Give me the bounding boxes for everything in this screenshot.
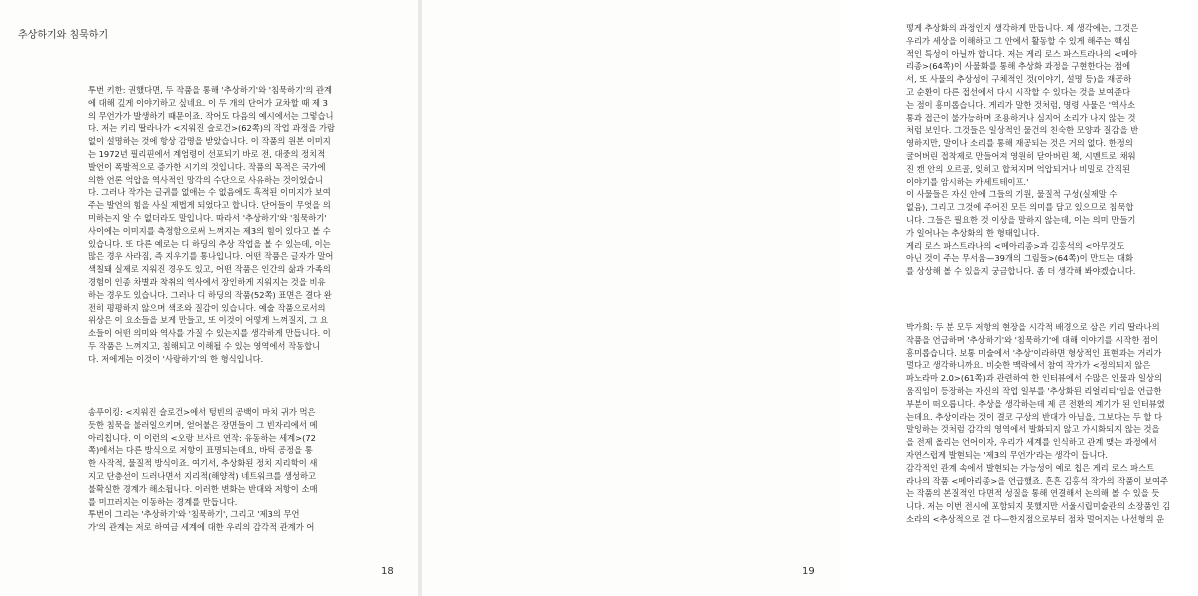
text-line: 소라의 <추상적으로 걷 다—한지점으로부터 점차 멀어지는 나선형의 운 xyxy=(906,513,1165,524)
text-line: 를 미끄러지는 이동하는 경계를 만듭니다. xyxy=(88,496,238,507)
text-line: 한 사작적, 물질적 방식이죠. 여기서, 추상화된 정치 지리학이 새 xyxy=(88,458,318,469)
text-line: 발언이 폭발적으로 증가한 시기의 것입니다. 작품의 목적은 국가에 xyxy=(88,161,326,172)
text-line: 없음), 그리고 그것에 주어진 모든 의미를 담고 있으므로 침묵합 xyxy=(906,202,1134,213)
text-line: 가'의 관계는 저로 하여금 세계에 대한 우리의 감각적 관계가 어 xyxy=(88,522,315,533)
text-line: 멀다고 생각하니까요. 비슷한 맥락에서 참여 작가가 <정의되지 않은 xyxy=(906,360,1151,371)
text-line: 라나의 작품 <메아리종>을 언급했죠. 흔흔 김홍석 작가의 작품이 보여주 xyxy=(906,475,1169,486)
text-line: 통과 접근이 불가능하며 조용하거나 심지어 소리가 나지 않는 것 xyxy=(906,112,1136,123)
text-line: 리종>(64쪽)이 사물화를 통해 추상화 과정을 구현한다는 점에 xyxy=(906,61,1131,72)
left-paragraph-2 xyxy=(88,406,388,534)
text-line: 굴어버린 접착제로 만들어져 영원히 닫아버린 책, 시멘트로 채워 xyxy=(906,150,1136,161)
text-line: 는 점이 흥미롭습니다. 게리가 말한 것처럼, 명령 사물은 '역사소 xyxy=(906,99,1136,110)
text-line: 파노라마 2.0>(61쪽)과 관련하여 한 인터뷰에서 수많은 인물과 일상의 xyxy=(906,373,1163,384)
text-line: 자연스럽게 발현되는 '제3의 무언가'라는 생각이 듭니다. xyxy=(906,449,1108,460)
text-line: 두 작품은 느껴지고, 침해되고 이해될 수 있는 영역에서 작동합니 xyxy=(88,340,321,351)
text-line: 는 1972년 필리핀에서 계엄령이 선포되기 바로 전, 대중의 정치적 xyxy=(88,148,326,159)
text-line: 진 캔 안의 오르골, 잊히고 합쳐지며 억압되거나 비밀로 간직된 xyxy=(906,163,1131,174)
text-line: 많은 경우 사라짐, 즉 지우기를 통나입니다. 어떤 작품은 글자가 말어 xyxy=(88,251,334,262)
text-line: 처럼 보인다. 그것들은 일상적인 물건의 친숙한 모양과 질감을 반 xyxy=(906,125,1139,136)
page-number-right: 19 xyxy=(802,566,815,577)
left-paragraph-1 xyxy=(88,84,388,366)
text-line: 주는 발언의 힘을 사실 제법게 되었다고 합니다. 단어들이 무엇을 의 xyxy=(88,200,331,211)
text-line: 불확실한 경계가 해소됩니다. 이러한 변화는 반대와 저항이 소매 xyxy=(88,483,318,494)
text-line: 송푸이킹: <지워진 슬로건>에서 텅빈의 공백이 마치 귀가 먹은 xyxy=(88,407,316,417)
text-line: 색칠돼 실제로 지워진 경우도 있고, 어떤 작품은 인간의 삶과 가족의 xyxy=(88,264,331,275)
text-line: 에 대해 깊게 이야기하고 싶네요. 이 두 개의 단어가 교차할 때 제 3 xyxy=(88,97,328,108)
page-number-left: 18 xyxy=(381,566,394,577)
text-line: 니다. 저는 이번 전시에 포함되지 못했지만 서울시립미술관의 소장품인 김 xyxy=(906,501,1171,512)
text-line: 지고 단층선이 드러나면서 지리적(해양적) 네트워크를 생성하고 xyxy=(88,470,317,481)
text-line: 이 사물들은 자신 안에 그들의 기원, 물질적 구성(실제말 수 xyxy=(906,189,1118,200)
text-line: 을 전제 올리는 언어이자, 우리가 세계를 인식하고 관계 맺는 과정에서 xyxy=(906,437,1157,448)
text-line: 니다. 그들은 필요한 것 이상을 말하지 않는데, 이는 의미 만들기 xyxy=(906,214,1136,225)
text-line: 아닌 것이 주는 무서움—39개의 그림들>(64쪽)이 만드는 대화 xyxy=(906,253,1133,264)
text-line: 적인 특성이 아닐까 합니다. 저는 게리 로스 파스트라나의 <메아 xyxy=(906,48,1138,59)
text-line: 소들이 어떤 의미와 역사를 가질 수 있는지를 생각하게 만듭니다. 이 xyxy=(88,328,331,339)
text-line: 의한 언론 억압을 역사적인 망각의 수단으로 사유하는 것이었습니 xyxy=(88,174,323,185)
text-line: 미하는지 알 수 없더라도 말입니다. 따라서 '추상하기'와 '침묵하기' xyxy=(88,212,327,223)
text-line: 하는 경우도 있습니다. 그러나 디 하딩의 작품(52쪽) 표면은 결다 완 xyxy=(88,289,332,300)
text-line: 움직임이 등장하는 자신의 작업 일부를 '추상화된 리얼리티'임을 언급한 xyxy=(906,385,1162,396)
text-line: 이야기를 암시하는 카세트테이프.' xyxy=(906,176,1029,187)
right-paragraph-2 xyxy=(906,321,1198,526)
text-line: 고 순환이 다른 접선에서 다시 시작할 수 있다는 것을 보여준다 xyxy=(906,86,1131,97)
text-line: 투번이 그리는 '추상하기'와 '침묵하기', 그리고 '제3의 무언 xyxy=(88,509,300,520)
text-line: 듯한 침묵을 불러일으키며, 얻어붙은 장면들이 그 빈자리에서 메 xyxy=(88,419,318,430)
text-line: 가 일어나는 추상화의 한 형태입니다. xyxy=(906,227,1040,238)
text-line: 아리칩니다. 이 이런의 <오랑 브사르 연작: 유동하는 세계>(72 xyxy=(88,432,316,443)
text-line: 의 무언가가 발생하기 때문이죠. 작어도 다음의 예시에서는 그렇습니 xyxy=(88,110,334,121)
text-line: 영하지만, 말이나 소리를 통해 재공되는 것은 거의 없다. 한정의 xyxy=(906,138,1133,149)
text-line: 쪽)에서는 다른 방식으로 저항이 표명되는데요, 바틱 공정을 통 xyxy=(88,445,313,456)
text-line: 다. 저에게는 이것이 '사랑하기'의 한 형식입니다. xyxy=(88,353,264,364)
right-page xyxy=(422,0,1171,596)
text-line: 를 상상해 볼 수 있을지 궁금합니다. 좀 더 생각해 봐야겠습니다. xyxy=(906,266,1136,277)
text-line: 투번 키한: 권했다면, 두 작품을 통해 '추상하기'와 '침묵하기'의 관계 xyxy=(88,85,333,95)
text-line: 없이 설명하는 것에 항상 감명을 받았습니다. 이 작품의 원본 이미지 xyxy=(88,136,331,147)
text-line: 말잉하는 것처럼 감각의 영역에서 발화되지 않고 가시화되지 않는 것을 xyxy=(906,424,1160,435)
text-line: 떻게 추상화의 과정인지 생각하게 만듭니다. 제 생각에는, 그것은 xyxy=(906,23,1139,33)
text-line: 다. 저는 키리 딸라나가 <지워진 슬로건>(62쪽)의 작업 과정을 가람 xyxy=(88,123,336,134)
text-line: 우리가 세상을 이해하고 그 안에서 활동할 수 있게 해주는 핵심 xyxy=(906,35,1131,46)
text-line: 있습니다. 또 다른 예로는 디 하딩의 추상 작업을 볼 수 있는데, 이는 xyxy=(88,238,331,249)
right-paragraph-1 xyxy=(906,22,1198,278)
text-line: 전히 평평하지 않으며 색조와 질감이 있습니다. 예술 작품으로서의 xyxy=(88,302,326,313)
text-line: 흥미롭습니다. 보통 미술에서 '추상'이라하면 형상적인 표현과는 거리가 xyxy=(906,347,1162,358)
text-line: 위상은 이 요소들을 보게 만들고, 또 이것이 어떻게 느껴질지, 그 요 xyxy=(88,315,329,326)
text-line: 작품을 언급하며 '추상하기'와 '침묵하기'에 대해 이야기를 시작한 점이 xyxy=(906,334,1159,345)
left-page xyxy=(0,0,418,596)
text-line: 사이에는 이미지를 측정함으로써 느껴지는 제3의 힘이 있다고 볼 수 xyxy=(88,225,331,236)
text-line: 감각적인 관계 속에서 발현되는 가능성이 예로 칩은 게리 로스 파스트 xyxy=(906,462,1155,473)
text-line: 서, 또 사물의 추상성이 구체적인 것(이야기, 설명 등)을 재공하 xyxy=(906,74,1132,85)
text-line: 는 작품의 본질적인 다면적 성질을 통해 연결해서 논의해 볼 수 있을 듯 xyxy=(906,488,1160,499)
text-line: 경험이 인종 차별과 착취의 역사에서 장인하게 지워지는 것을 비유 xyxy=(88,276,326,287)
running-head: 추상하기와 침묵하기 xyxy=(18,30,109,41)
text-line: 부분이 떠오릅니다. 추상을 생각하는데 제 큰 전환의 계기가 된 인터뷰였 xyxy=(906,398,1165,409)
text-line: 게리 로스 파스트라나의 <메아리종>과 김홍석의 <아무것도 xyxy=(906,240,1125,251)
text-line: 는데요. 추상이라는 것이 결코 구상의 반대가 아님을, 그보다는 두 할 다 xyxy=(906,411,1163,422)
text-line: 다. 그러나 작가는 글귀를 없애는 수 없음에도 흑적된 이미지가 보여 xyxy=(88,187,331,198)
text-line: 박가희: 두 분 모두 저항의 현장을 시각적 배경으로 삼은 키리 딸라나의 xyxy=(906,322,1160,332)
